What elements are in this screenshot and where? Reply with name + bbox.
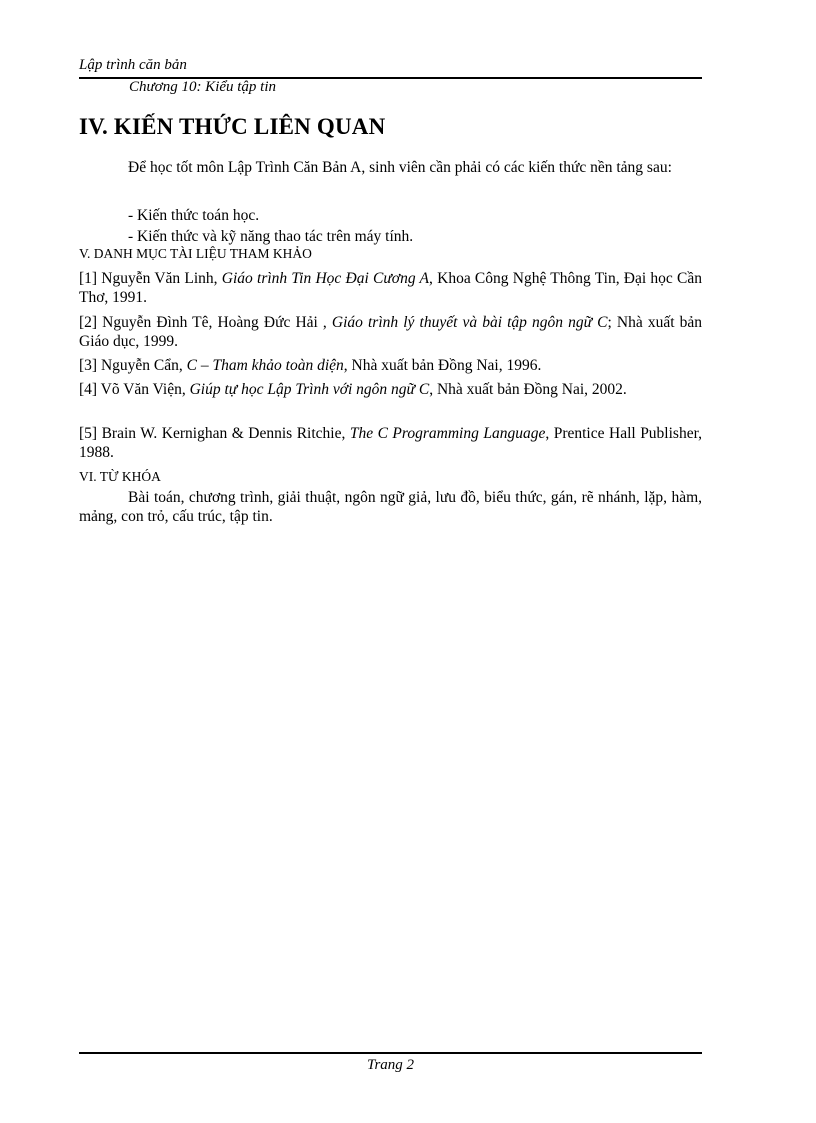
reference-5-prefix: [5] Brain W. Kernighan & Dennis Ritchie, xyxy=(79,425,350,442)
reference-2-prefix: [2] Nguyễn Đình Tê, Hoàng Đức Hải , xyxy=(79,314,332,331)
reference-4-title: Giúp tự học Lập Trình với ngôn ngữ C xyxy=(189,381,430,398)
header-title: Lập trình căn bản xyxy=(79,57,187,73)
keywords-paragraph: Bài toán, chương trình, giải thuật, ngôn ngữ giả, lưu đồ, biểu thức, gán, rẽ nhánh, lặp, hàm, mảng, con trỏ, cấu trúc, tập tin. xyxy=(79,489,702,525)
reference-4-suffix: , Nhà xuất bản Đồng Nai, 2002. xyxy=(429,381,627,398)
reference-5-suffix: , Prentice Hall Publisher, 1988. xyxy=(79,425,702,461)
chapter-title: Chương 10: Kiểu tập tin xyxy=(129,79,277,95)
reference-1-title: Giáo trình Tin Học Đại Cương A xyxy=(221,270,430,287)
reference-3-title: C – Tham khảo toàn diện xyxy=(186,357,344,374)
reference-2-title: Giáo trình lý thuyết và bài tập ngôn ngữ C xyxy=(331,314,608,331)
footer-divider xyxy=(79,1052,702,1054)
list-item-computer-skills: - Kiến thức và kỹ năng thao tác trên máy tính. xyxy=(128,228,414,245)
section-heading-vi: VI. TỪ KHÓA xyxy=(79,469,161,484)
list-item-math: - Kiến thức toán học. xyxy=(128,207,260,224)
reference-5-title: The C Programming Language xyxy=(349,425,546,442)
reference-2 xyxy=(79,313,702,351)
reference-1-prefix: [1] Nguyễn Văn Linh, xyxy=(79,270,222,287)
reference-3-prefix: [3] Nguyễn Cẩn, xyxy=(79,357,187,374)
reference-2-suffix: ; Nhà xuất bản Giáo dục, 1999. xyxy=(79,314,702,350)
reference-4 xyxy=(79,380,702,399)
reference-1-suffix: , Khoa Công Nghệ Thông Tin, Đại học Cần Thơ, 1991. xyxy=(79,270,703,306)
reference-1 xyxy=(79,269,702,307)
reference-3-suffix: , Nhà xuất bản Đồng Nai, 1996. xyxy=(343,357,542,374)
section-heading-v: V. DANH MỤC TÀI LIỆU THAM KHẢO xyxy=(79,246,312,261)
section-heading-iv: IV. KIẾN THỨC LIÊN QUAN xyxy=(79,114,386,139)
intro-paragraph: Để học tốt môn Lập Trình Căn Bản A, sinh viên cần phải có các kiến thức nền tảng sau: xyxy=(128,159,672,176)
reference-3 xyxy=(79,356,702,375)
reference-5 xyxy=(79,424,702,462)
page-number: Trang 2 xyxy=(366,1057,415,1073)
reference-4-prefix: [4] Võ Văn Viện, xyxy=(79,381,190,398)
